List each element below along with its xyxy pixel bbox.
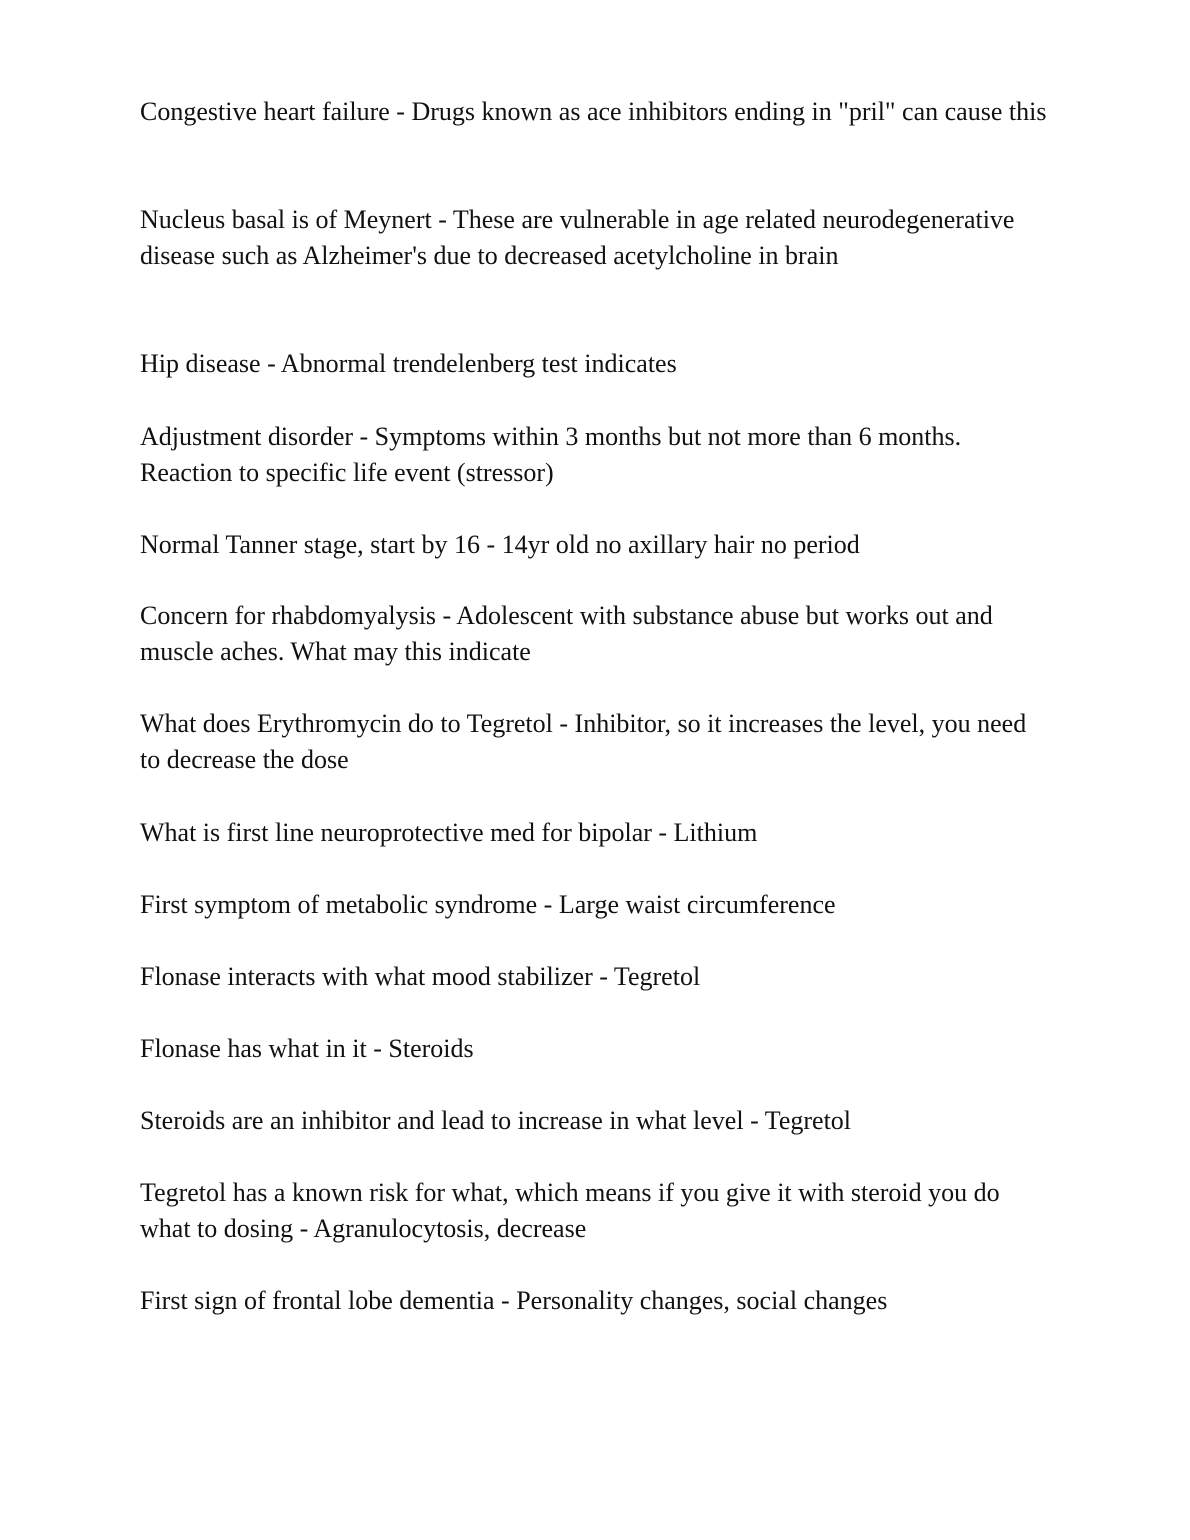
note-entry: What is first line neuroprotective med for bipolar - Lithium: [140, 818, 758, 847]
note-entry: Tegretol has a known risk for what, which means if you give it with steroid you do what to dosing - Agranulocytosis, decrease: [140, 1178, 1000, 1243]
note-entry: Flonase interacts with what mood stabilizer - Tegretol: [140, 962, 701, 991]
note-entry: Steroids are an inhibitor and lead to increase in what level - Tegretol: [140, 1106, 852, 1135]
note-entry: Nucleus basal is of Meynert - These are vulnerable in age related neurodegenerative disease such as Alzheimer's due to decreased acetylcholine in brain: [140, 205, 1015, 270]
note-entry: Normal Tanner stage, start by 16 - 14yr old no axillary hair no period: [140, 530, 860, 559]
note-entry: Flonase has what in it - Steroids: [140, 1034, 474, 1063]
note-entry: Concern for rhabdomyalysis - Adolescent with substance abuse but works out and muscle aches. What may this indicate: [140, 601, 993, 666]
note-entry: First sign of frontal lobe dementia - Personality changes, social changes: [140, 1286, 888, 1315]
note-entry: What does Erythromycin do to Tegretol - Inhibitor, so it increases the level, you need to decrease the dose: [140, 709, 1027, 774]
note-entry: Hip disease - Abnormal trendelenberg test indicates: [140, 349, 677, 378]
note-entry: First symptom of metabolic syndrome - Large waist circumference: [140, 890, 836, 919]
note-entry: Congestive heart failure - Drugs known as ace inhibitors ending in "pril" can cause this: [140, 97, 1047, 126]
note-entry: Adjustment disorder - Symptoms within 3 months but not more than 6 months. Reaction to specific life event (stressor): [140, 422, 962, 487]
